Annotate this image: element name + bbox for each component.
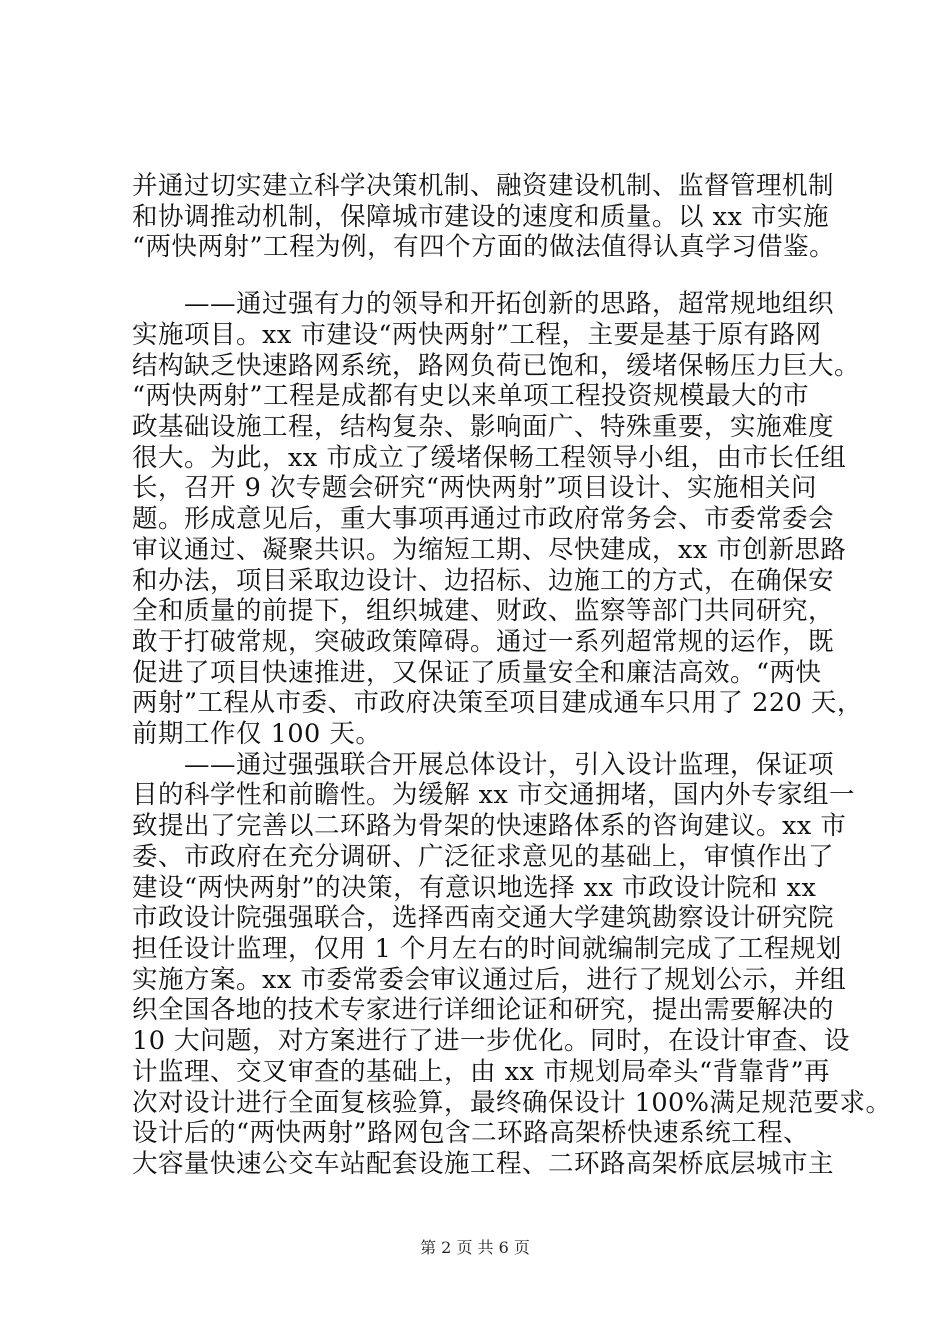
- text-line: “两快两射”工程为例，有四个方面的做法值得认真学习借鉴。: [132, 232, 836, 262]
- text-line: 促进了项目快速推进，又保证了质量安全和廉洁高效。“两快: [132, 658, 822, 688]
- text-line: ——通过强有力的领导和开拓创新的思路，超常规地组织: [132, 289, 835, 319]
- text-line: 审议通过、凝聚共识。为缩短工期、尽快建成，xx 市创新思路: [132, 535, 847, 565]
- text-line: 实施项目。xx 市建设“两快两射”工程，主要是基于原有路网: [132, 320, 822, 350]
- text-line: 长，召开 9 次专题会研究“两快两射”项目设计、实施相关问: [132, 473, 818, 503]
- text-line: 政基础设施工程，结构复杂、影响面广、特殊重要，实施难度: [132, 412, 835, 442]
- text-line: 担任设计监理，仅用 1 个月左右的时间就编制完成了工程规划: [132, 934, 842, 964]
- text-line: 委、市政府在充分调研、广泛征求意见的基础上，审慎作出了: [132, 842, 835, 872]
- text-line: 建设“两快两射”的决策，有意识地选择 xx 市政设计院和 xx: [132, 873, 817, 903]
- text-line: 设计后的“两快两射”路网包含二环路高架桥快速系统工程、: [132, 1118, 810, 1148]
- text-line: 并通过切实建立科学决策机制、融资建设机制、监督管理机制: [132, 171, 835, 201]
- text-line: 10 大问题，对方案进行了进一步优化。同时，在设计审查、设: [132, 1026, 851, 1056]
- text-line: 致提出了完善以二环路为骨架的快速路体系的咨询建议。xx 市: [132, 811, 847, 841]
- text-line: 大容量快速公交车站配套设施工程、二环路高架桥底层城市主: [132, 1149, 835, 1179]
- text-line: 结构缺乏快速路网系统，路网负荷已饱和，缓堵保畅压力巨大。: [132, 351, 861, 381]
- text-line: 目的科学性和前瞻性。为缓解 xx 市交通拥堵，国内外专家组一: [132, 780, 855, 810]
- text-line: 次对设计进行全面复核验算，最终确保设计 100%满足规范要求。: [132, 1088, 892, 1118]
- text-line: 织全国各地的技术专家进行详细论证和研究，提出需要解决的: [132, 995, 835, 1025]
- text-line: “两快两射”工程是成都有史以来单项工程投资规模最大的市: [132, 381, 810, 411]
- text-line: 和协调推动机制，保障城市建设的速度和质量。以 xx 市实施: [132, 202, 829, 232]
- text-line: 全和质量的前提下，组织城建、财政、监察等部门共同研究，: [132, 596, 835, 626]
- text-line: ——通过强强联合开展总体设计，引入设计监理，保证项: [132, 750, 835, 780]
- text-line: 市政设计院强强联合，选择西南交通大学建筑勘察设计研究院: [132, 903, 835, 933]
- text-line: 前期工作仅 100 天。: [132, 719, 382, 749]
- text-line: 计监理、交叉审查的基础上，由 xx 市规划局牵头“背靠背”再: [132, 1057, 831, 1087]
- page-footer: 第 2 页 共 6 页: [420, 1238, 530, 1257]
- text-line: 和办法，项目采取边设计、边招标、边施工的方式，在确保安: [132, 566, 835, 596]
- text-line: 题。形成意见后，重大事项再通过市政府常务会、市委常委会: [132, 504, 835, 534]
- text-line: 敢于打破常规，突破政策障碍。通过一系列超常规的运作，既: [132, 627, 835, 657]
- text-line: 很大。为此，xx 市成立了缓堵保畅工程领导小组，由市长任组: [132, 443, 847, 473]
- text-line: 两射”工程从市委、市政府决策至项目建成通车只用了 220 天，: [132, 688, 863, 718]
- text-line: 实施方案。xx 市委常委会审议通过后，进行了规划公示，并组: [132, 965, 847, 995]
